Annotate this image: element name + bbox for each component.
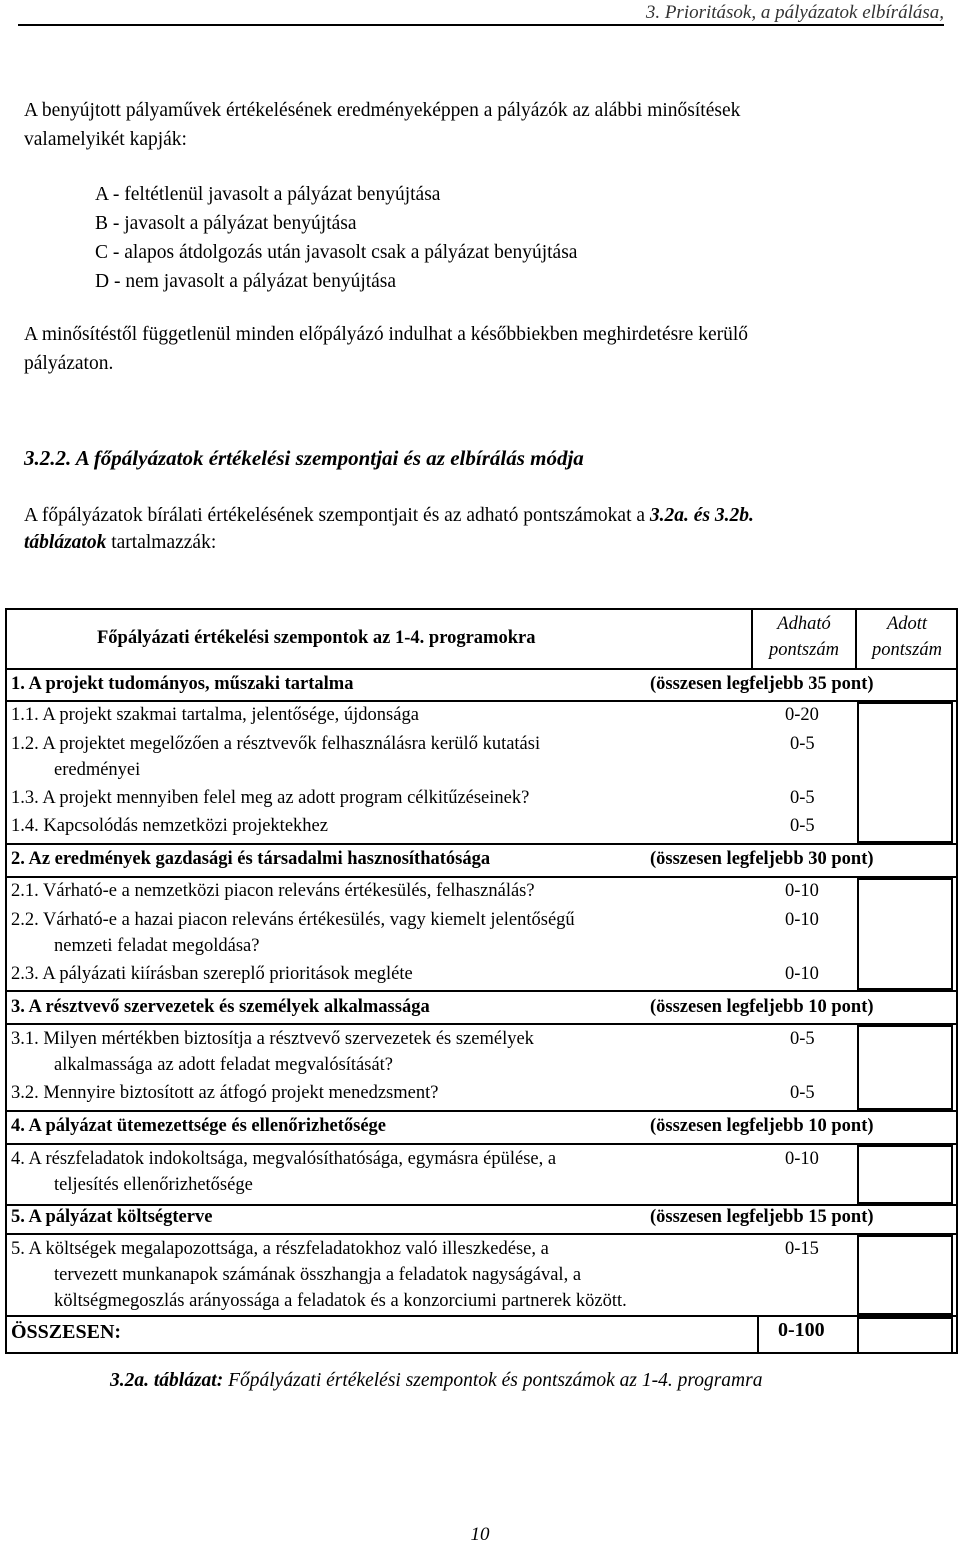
page-number: 10 bbox=[470, 1524, 490, 1545]
points-3-2: 0-5 bbox=[790, 1083, 815, 1103]
score-box-1[interactable] bbox=[857, 702, 953, 843]
points-2-1: 0-10 bbox=[785, 881, 819, 901]
item-3-1-cont: alkalmassága az adott feladat megvalósítását? bbox=[54, 1055, 394, 1075]
group-3-heading: 3. A résztvevő szervezetek és személyek alkalmassága bbox=[11, 997, 430, 1017]
points-2-3: 0-10 bbox=[785, 964, 819, 984]
col-adhato-1: Adható bbox=[777, 614, 831, 634]
score-box-2[interactable] bbox=[857, 878, 953, 990]
section-title: 3.2.2. A főpályázatok értékelési szempontjai és az elbírálás módja bbox=[24, 446, 584, 470]
total-label: ÖSSZESEN: bbox=[11, 1321, 122, 1343]
item-5-cont-1: tervezett munkanapok számának összhangja a feladatok nagyságával, a bbox=[54, 1265, 582, 1285]
item-1-2: 1.2. A projektet megelőzően a résztvevők felhasználásra kerülő kutatási bbox=[11, 734, 541, 754]
item-2-1: 2.1. Várható-e a nemzetközi piacon releváns értékesülés, felhasználás? bbox=[11, 881, 535, 901]
intro-line-1: A benyújtott pályaművek értékelésének eredményeképpen a pályázók az alábbi minősítések bbox=[24, 100, 741, 121]
group-4-max: (összesen legfeljebb 10 pont) bbox=[650, 1116, 874, 1136]
points-2-2: 0-10 bbox=[785, 910, 819, 930]
item-3-1: 3.1. Milyen mértékben biztosítja a résztvevő szervezetek és személyek bbox=[11, 1029, 534, 1049]
group-5-max: (összesen legfeljebb 15 pont) bbox=[650, 1207, 874, 1227]
score-box-4[interactable] bbox=[857, 1145, 953, 1204]
score-box-3[interactable] bbox=[857, 1025, 953, 1110]
points-4: 0-10 bbox=[785, 1149, 819, 1169]
points-5: 0-15 bbox=[785, 1239, 819, 1259]
group-2-heading: 2. Az eredmények gazdasági és társadalmi hasznosíthatósága bbox=[11, 849, 491, 869]
item-2-2-cont: nemzeti feladat megoldása? bbox=[54, 936, 260, 956]
col-adott-2: pontszám bbox=[872, 640, 942, 660]
group-4-heading: 4. A pályázat ütemezettsége és ellenőrizhetősége bbox=[11, 1116, 387, 1136]
points-3-1: 0-5 bbox=[790, 1029, 815, 1049]
total-points: 0-100 bbox=[778, 1319, 825, 1341]
score-box-5[interactable] bbox=[857, 1235, 953, 1315]
score-box-total[interactable] bbox=[857, 1317, 953, 1354]
item-1-1: 1.1. A projekt szakmai tartalma, jelentősége, újdonsága bbox=[11, 705, 419, 725]
item-3-2: 3.2. Mennyire biztosított az átfogó projekt menedzsment? bbox=[11, 1083, 439, 1103]
points-1-1: 0-20 bbox=[785, 705, 819, 725]
rating-b: B - javasolt a pályázat benyújtása bbox=[95, 213, 357, 234]
item-4: 4. A részfeladatok indokoltsága, megvalósíthatósága, egymásra épülése, a bbox=[11, 1149, 557, 1169]
rating-d: D - nem javasolt a pályázat benyújtása bbox=[95, 271, 397, 292]
running-header: 3. Prioritások, a pályázatok elbírálása, bbox=[645, 2, 944, 23]
table-caption: 3.2a. táblázat: Főpályázati értékelési szempontok és pontszámok az 1-4. programra bbox=[110, 1370, 763, 1391]
group-2-max: (összesen legfeljebb 30 pont) bbox=[650, 849, 874, 869]
intro-line-2: valamelyikét kapják: bbox=[24, 129, 187, 150]
group-1-heading: 1. A projekt tudományos, műszaki tartalma bbox=[11, 674, 354, 694]
item-1-4: 1.4. Kapcsolódás nemzetközi projektekhez bbox=[11, 816, 328, 836]
note-line-1: A minősítéstől függetlenül minden előpályázó indulhat a későbbiekben meghirdetésre kerülő bbox=[24, 324, 749, 345]
item-1-2-cont: eredményei bbox=[54, 760, 141, 780]
item-1-3: 1.3. A projekt mennyiben felel meg az adott program célkitűzéseinek? bbox=[11, 788, 530, 808]
col-adott-1: Adott bbox=[886, 614, 928, 634]
section-body-line-2: táblázatok tartalmazzák: bbox=[24, 532, 217, 553]
group-3-max: (összesen legfeljebb 10 pont) bbox=[650, 997, 874, 1017]
header-rule bbox=[18, 24, 944, 26]
item-2-3: 2.3. A pályázati kiírásban szereplő prioritások megléte bbox=[11, 964, 413, 984]
group-1-max: (összesen legfeljebb 35 pont) bbox=[650, 674, 874, 694]
row-line bbox=[5, 668, 958, 670]
rating-c: C - alapos átdolgozás után javasolt csak a pályázat benyújtása bbox=[95, 242, 578, 263]
col-adhato-2: pontszám bbox=[769, 640, 839, 660]
table-title: Főpályázati értékelési szempontok az 1-4. programokra bbox=[97, 628, 536, 648]
item-5-cont-2: költségmegoszlás arányossága a feladatok és a konzorciumi partnerek között. bbox=[54, 1291, 627, 1311]
points-1-3: 0-5 bbox=[790, 788, 815, 808]
item-2-2: 2.2. Várható-e a hazai piacon releváns értékesülés, vagy kiemelt jelentőségű bbox=[11, 910, 575, 930]
points-1-2: 0-5 bbox=[790, 734, 815, 754]
section-body-line-1: A főpályázatok bírálati értékelésének szempontjait és az adható pontszámokat a 3.2a. és 3.2b. bbox=[24, 505, 754, 526]
note-line-2: pályázaton. bbox=[24, 353, 114, 374]
group-5-heading: 5. A pályázat költségterve bbox=[11, 1207, 213, 1227]
points-1-4: 0-5 bbox=[790, 816, 815, 836]
item-4-cont: teljesítés ellenőrizhetősége bbox=[54, 1175, 253, 1195]
item-5: 5. A költségek megalapozottsága, a részfeladatokhoz való illeszkedése, a bbox=[11, 1239, 549, 1259]
rating-a: A - feltétlenül javasolt a pályázat benyújtása bbox=[95, 184, 441, 205]
